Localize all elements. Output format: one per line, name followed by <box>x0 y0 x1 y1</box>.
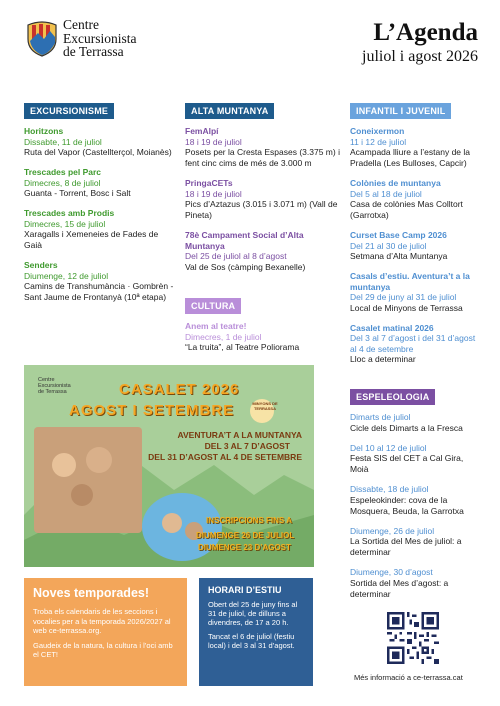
event-date: Dimecres, 15 de juliol <box>24 218 106 229</box>
noves-text: Gaudeix de la natura, la cultura i l’oci amb el CET! <box>33 640 173 659</box>
poster-inscriptions: DIUMENGE 23 D’AGOST <box>198 543 291 552</box>
event-text: Casa de colònies Mas Colltort (Garrotxa) <box>350 199 463 220</box>
event-title: Horitzons <box>24 126 64 136</box>
event-text: Festa SIS del CET a Cal Gira, Moià <box>350 453 464 474</box>
event-date: Del 25 de juliol al 8 d’agost <box>185 251 287 261</box>
event-title: Casalet matinal 2026 <box>350 322 434 333</box>
event-item <box>24 167 174 199</box>
event-date: Dissabte, 18 de juliol <box>350 484 429 494</box>
poster-badge: MINYONS DE TERRASSA <box>252 401 278 411</box>
espeleologia-section <box>350 387 478 609</box>
event-text: Sortida del Mes d’agost: a determinar <box>350 577 449 599</box>
poster-inscriptions: INSCRIPCIONS FINS A <box>206 516 292 525</box>
horari-text: Tancat el 6 de juliol (festiu local) i del 3 al 31 d’agost. <box>208 632 295 650</box>
event-title: Coneixermon <box>350 126 405 136</box>
event-text: Lloc a determinar <box>350 354 416 364</box>
more-info-link[interactable]: Més informació a ce-terrassa.cat <box>354 673 463 682</box>
poster-logo <box>38 377 71 395</box>
event-date: 18 i 19 de juliol <box>185 188 242 199</box>
event-item <box>185 178 340 221</box>
event-item <box>185 126 340 169</box>
event-date: Del 10 al 12 de juliol <box>350 442 427 453</box>
event-title: PringaCETs <box>185 178 233 188</box>
agenda-subtitle: juliol i agost 2026 <box>362 48 478 65</box>
event-date: Diumenge, 12 de juliol <box>24 270 109 281</box>
event-text: Camins de Transhumància · Gombrèn - Sant Jaume de Frontanyà (10ª etapa) <box>24 281 174 302</box>
cultura-section <box>185 296 340 362</box>
casalet-poster <box>24 365 314 567</box>
event-item <box>24 208 174 251</box>
event-date: Del 29 de juny al 31 de juliol <box>350 292 457 302</box>
section-heading: INFANTIL I JUVENIL <box>350 103 451 119</box>
section-heading: EXCURSIONISME <box>24 103 114 119</box>
event-text: Val de Sos (càmping Bexanelle) <box>185 261 306 272</box>
event-text: Pics d’Aztazus (3.015 i 3.071 m) (Vall de Pineta) <box>185 199 338 220</box>
event-date: Del 3 al 7 d’agost i del 31 d’agost al 4 de setembre <box>350 333 476 354</box>
event-title: Trescades pel Parc <box>24 167 102 177</box>
event-item <box>350 567 478 600</box>
infantil-section <box>350 101 478 374</box>
event-text: Acampada lliure a l’estany de la Pradella (Les Bulloses, Capcir) <box>350 147 471 168</box>
org-line: Excursionista <box>63 30 137 46</box>
horari-text: Obert del 25 de juny fins al 31 de juliol, de dilluns a divendres, de 17 a 20 h. <box>208 600 298 627</box>
event-date: Dimecres, 1 de juliol <box>185 331 262 342</box>
horari-box <box>199 578 313 686</box>
event-item <box>185 321 340 353</box>
section-heading: ESPELEOLOGIA <box>350 389 435 405</box>
event-text: Posets per la Cresta Espases (3.375 m) i fent cinc cims de més de 3.000 m <box>185 147 340 168</box>
event-item <box>350 484 478 517</box>
event-item <box>350 412 478 434</box>
event-item <box>350 526 478 559</box>
event-date: Dissabte, 11 de juliol <box>24 136 102 147</box>
poster-line: AVENTURA’T A LA MUNTANYA <box>177 430 302 440</box>
noves-heading: Noves temporades! <box>33 586 150 600</box>
event-item <box>350 323 478 366</box>
event-item <box>350 178 478 221</box>
section-heading: ALTA MUNTANYA <box>185 103 274 119</box>
poster-title-2: AGOST I SETEMBRE <box>69 402 235 419</box>
poster-title-1: CASALET 2026 <box>119 381 240 398</box>
horari-heading: HORARI D’ESTIU <box>208 585 282 595</box>
event-text: Local de Minyons de Terrassa <box>350 302 463 313</box>
poster-logo-line: de Terrassa <box>38 389 67 395</box>
poster-logo-line: Excursionista <box>38 383 71 389</box>
event-text: Setmana d’Alta Muntanya <box>350 251 448 261</box>
event-text: “La truita”, al Teatre Poliorama <box>185 342 300 352</box>
event-title: Curset Base Camp 2026 <box>350 230 447 240</box>
section-heading: CULTURA <box>185 298 241 314</box>
event-item <box>24 260 174 303</box>
event-item <box>185 230 340 273</box>
event-title: Casals d’estiu. Aventura’t a la muntanya <box>350 271 470 292</box>
event-text: Espeleokinder: cova de la Mosquera, Beuda, la Garrotxa <box>350 494 464 516</box>
poster-line: DEL 31 D’AGOST AL 4 DE SETEMBRE <box>148 452 302 462</box>
cet-logo-icon <box>26 19 58 57</box>
event-date: Del 21 al 30 de juliol <box>350 240 427 251</box>
page-header <box>0 0 500 90</box>
event-date: Diumenge, 26 de juliol <box>350 525 435 536</box>
event-item <box>350 271 478 314</box>
event-title: Senders <box>24 260 58 270</box>
event-date: 11 i 12 de juliol <box>350 136 407 147</box>
event-date: 18 i 19 de juliol <box>185 136 242 147</box>
event-title: Trescades amb Prodis <box>24 208 115 218</box>
event-title: FemAlpí <box>185 126 219 136</box>
event-text: La Sortida del Mes de juliol: a determinar <box>350 536 462 557</box>
event-item <box>350 126 478 169</box>
event-item <box>350 443 478 476</box>
noves-temporades-box <box>24 578 187 686</box>
noves-text: Troba els calendaris de les seccions i vocalies per a la temporada 2026/2027 al web ce-terrassa.org. <box>33 607 171 635</box>
event-date: Dimarts de juliol <box>350 412 411 422</box>
agenda-title: L’Agenda <box>373 19 478 46</box>
excursionisme-section <box>24 101 174 312</box>
event-text: Guanta - Torrent, Bosc i Salt <box>24 188 131 198</box>
alta-muntanya-section <box>185 101 340 282</box>
event-date: Dimecres, 8 de juliol <box>24 177 101 188</box>
event-date: Diumenge, 30 d’agost <box>350 567 433 577</box>
event-item <box>350 230 478 262</box>
org-line: de Terrassa <box>63 44 124 59</box>
event-title: Anem al teatre! <box>185 321 247 331</box>
event-date: Del 5 al 18 de juliol <box>350 188 422 199</box>
event-text: Xaragalls i Xemeneies de Fades de Gaià <box>24 229 159 250</box>
event-item <box>24 126 174 158</box>
event-text: Cicle dels Dimarts a la Fresca <box>350 422 463 433</box>
event-title: 78è Campament Social d’Alta Muntanya <box>185 230 304 251</box>
poster-logo-line: Centre <box>38 377 55 383</box>
event-text: Ruta del Vapor (Castellterçol, Moianès) <box>24 147 172 157</box>
org-line: Centre <box>63 17 99 32</box>
org-name <box>63 18 137 59</box>
poster-inscriptions: DIUMENGE 26 DE JULIOL <box>196 531 295 540</box>
poster-line: DEL 3 AL 7 D’AGOST <box>204 441 290 451</box>
event-title: Colònies de muntanya <box>350 178 441 188</box>
qr-code-icon[interactable] <box>387 612 439 664</box>
